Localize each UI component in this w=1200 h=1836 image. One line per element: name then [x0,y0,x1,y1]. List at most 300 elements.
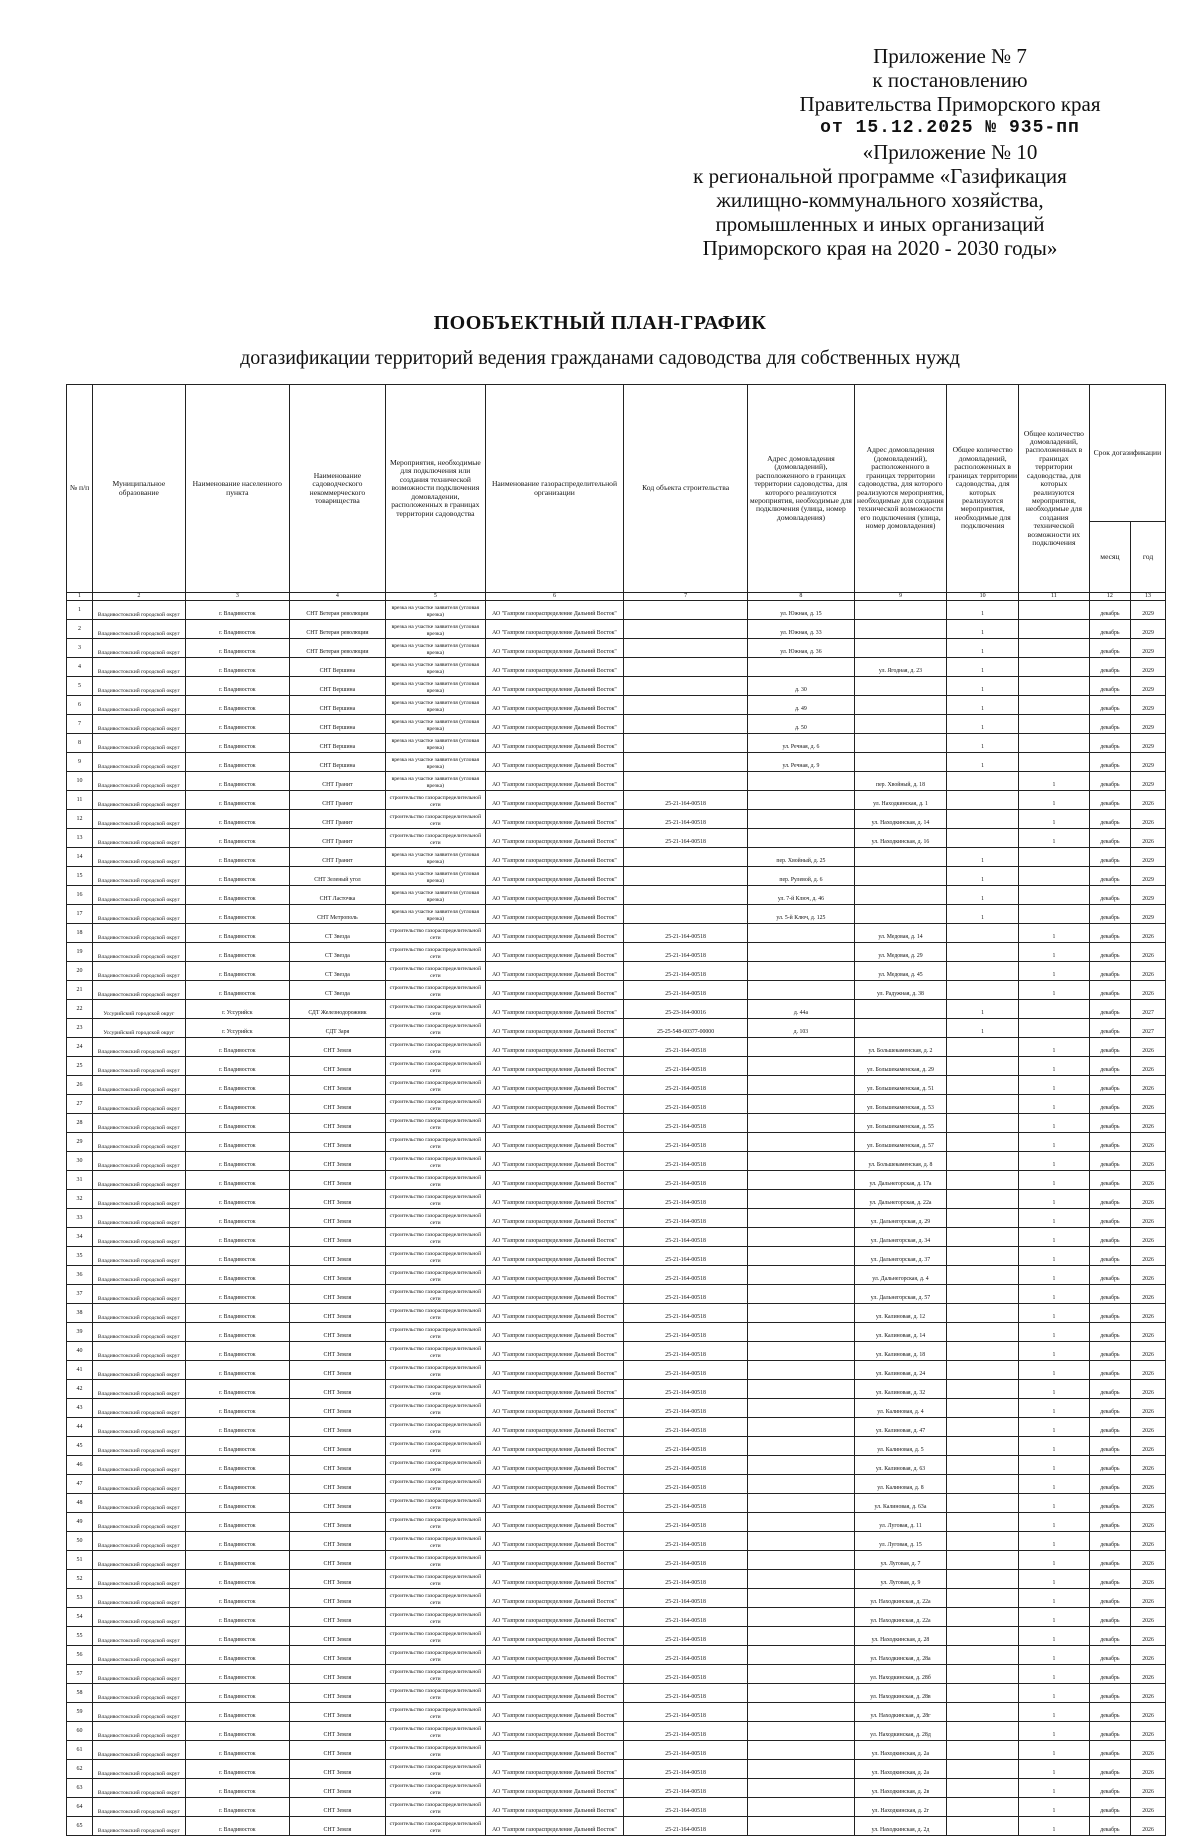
table-cell: 25-21-164-00518 [624,1551,748,1570]
table-cell: АО "Газпром газораспределение Дальний Восток" [485,1304,623,1323]
table-cell: 25-21-164-00518 [624,1703,748,1722]
table-cell: врезка на участке заявителя (угловая врезка) [385,886,485,905]
appendix-line-2: к постановлению [872,68,1028,92]
table-cell: ул. Медовая, д. 45 [854,962,946,981]
table-cell: 32 [67,1190,93,1209]
table-cell: ул. Дальнегорская, д. 17а [854,1171,946,1190]
table-cell: 2026 [1131,1266,1166,1285]
table-cell: 2026 [1131,1551,1166,1570]
table-cell [854,696,946,715]
table-cell: 25-21-164-00518 [624,1304,748,1323]
table-cell: г. Владивосток [185,1798,289,1817]
table-cell: СТ Звезда [290,943,386,962]
program-appendix-line-3: жилищно-коммунального хозяйства, [716,188,1044,212]
table-cell: 1 [1019,1722,1090,1741]
table-row [67,1057,1166,1076]
table-cell: АО "Газпром газораспределение Дальний Восток" [485,1114,623,1133]
column-number: 6 [485,593,623,601]
table-row [67,981,1166,1000]
table-cell: 61 [67,1741,93,1760]
resolution-date: от 15.12.2025 № 935-пп [820,118,1080,138]
table-cell: 1 [67,601,93,620]
table-cell: СНТ Земля [290,1646,386,1665]
table-row [67,1361,1166,1380]
table-cell: 2026 [1131,1095,1166,1114]
table-cell: 25-21-164-00518 [624,1076,748,1095]
table-cell: г. Владивосток [185,791,289,810]
table-cell: 56 [67,1646,93,1665]
table-cell: декабрь [1089,981,1130,1000]
table-cell: г. Владивосток [185,601,289,620]
table-row [67,1304,1166,1323]
table-cell: СТ Звезда [290,924,386,943]
table-cell: СНТ Земля [290,1342,386,1361]
table-cell: г. Владивосток [185,1684,289,1703]
table-cell [947,1532,1019,1551]
table-cell [854,753,946,772]
table-cell: 58 [67,1684,93,1703]
table-cell [1019,848,1090,867]
table-cell [748,1285,855,1304]
table-cell: 2026 [1131,1627,1166,1646]
table-cell: д. 49 [748,696,855,715]
table-cell: ул. Калиновая, д. 63 [854,1456,946,1475]
table-cell: Владивостокский городской округ [93,1304,185,1323]
table-cell: декабрь [1089,1741,1130,1760]
table-cell: АО "Газпром газораспределение Дальний Восток" [485,1703,623,1722]
table-cell: АО "Газпром газораспределение Дальний Восток" [485,791,623,810]
table-cell: ул. Дальнегорская, д. 57 [854,1285,946,1304]
table-cell: 37 [67,1285,93,1304]
table-cell: 2026 [1131,1760,1166,1779]
table-cell: СНТ Земля [290,1437,386,1456]
table-cell: ул. Калиновая, д. 5 [854,1437,946,1456]
table-cell [748,1228,855,1247]
table-cell: г. Владивосток [185,1551,289,1570]
table-cell [947,1589,1019,1608]
table-cell: 2029 [1131,696,1166,715]
table-cell: 1 [1019,1304,1090,1323]
table-cell: СНТ Земля [290,1817,386,1836]
table-cell: ул. Калиновая, д. 18 [854,1342,946,1361]
table-cell: АО "Газпром газораспределение Дальний Восток" [485,886,623,905]
table-cell: декабрь [1089,829,1130,848]
table-row [67,1703,1166,1722]
table-cell [748,1342,855,1361]
program-appendix-line-2: к региональной программе «Газификация [693,164,1067,188]
table-cell: СНТ Земля [290,1532,386,1551]
table-cell [624,696,748,715]
table-cell: Владивостокский городской округ [93,886,185,905]
table-cell: 25-21-164-00518 [624,1114,748,1133]
table-cell: 44 [67,1418,93,1437]
table-cell: Владивостокский городской округ [93,1247,185,1266]
table-cell: строительство газораспределительной сети [385,1228,485,1247]
table-cell: 2026 [1131,1589,1166,1608]
table-cell: Владивостокский городской округ [93,1456,185,1475]
table-cell: 45 [67,1437,93,1456]
table-cell: 2026 [1131,1665,1166,1684]
table-cell: 3 [67,639,93,658]
table-cell [854,715,946,734]
table-cell: декабрь [1089,734,1130,753]
program-appendix-line-1: «Приложение № 10 [862,140,1038,164]
table-header-row [67,385,1166,522]
table-cell: г. Владивосток [185,1722,289,1741]
table-cell: 13 [67,829,93,848]
table-cell: ул. Находкинская, д. 28 [854,1627,946,1646]
table-cell: СНТ Земля [290,1418,386,1437]
table-cell: 25-21-164-00518 [624,1418,748,1437]
table-cell: декабрь [1089,1228,1130,1247]
table-cell: ул. Большекаменская, д. 29 [854,1057,946,1076]
table-cell: СНТ Вершина [290,753,386,772]
table-cell: г. Владивосток [185,772,289,791]
table-cell: СНТ Земля [290,1304,386,1323]
table-cell [1019,639,1090,658]
table-cell [624,658,748,677]
table-cell: СНТ Земля [290,1076,386,1095]
table-cell: г. Владивосток [185,696,289,715]
table-cell: декабрь [1089,1209,1130,1228]
column-number: 10 [947,593,1019,601]
table-cell [854,639,946,658]
table-cell [947,1646,1019,1665]
table-cell: АО "Газпром газораспределение Дальний Восток" [485,1646,623,1665]
table-cell [947,1456,1019,1475]
column-number: 9 [854,593,946,601]
table-cell: ул. Дальнегорская, д. 37 [854,1247,946,1266]
program-appendix-line-4: промышленных и иных организаций [715,212,1045,236]
table-cell: 4 [67,658,93,677]
table-cell [748,1133,855,1152]
table-cell: 2026 [1131,1798,1166,1817]
table-cell: строительство газораспределительной сети [385,1494,485,1513]
table-cell: декабрь [1089,1399,1130,1418]
table-cell: СНТ Земля [290,1703,386,1722]
table-cell: ул. Калиновая, д. 32 [854,1380,946,1399]
table-cell: врезка на участке заявителя (угловая врезка) [385,867,485,886]
table-cell: декабрь [1089,1532,1130,1551]
table-cell: 2026 [1131,1494,1166,1513]
table-cell [947,1152,1019,1171]
table-cell [947,1323,1019,1342]
table-cell: 1 [947,1000,1019,1019]
table-cell: декабрь [1089,1437,1130,1456]
table-cell: 16 [67,886,93,905]
table-cell [748,1247,855,1266]
table-row [67,886,1166,905]
table-cell: 1 [1019,1760,1090,1779]
table-cell: г. Владивосток [185,1646,289,1665]
table-cell: 1 [1019,1475,1090,1494]
table-cell: АО "Газпром газораспределение Дальний Восток" [485,1570,623,1589]
table-row [67,1095,1166,1114]
table-cell: СНТ Земля [290,1361,386,1380]
table-cell: строительство газораспределительной сети [385,1589,485,1608]
table-cell: врезка на участке заявителя (угловая врезка) [385,677,485,696]
col-header-object-code: Код объекта строительства [624,385,748,593]
table-cell: декабрь [1089,1513,1130,1532]
table-cell: СНТ Земля [290,1133,386,1152]
table-cell: 2026 [1131,1247,1166,1266]
table-cell: ул. Дальнегорская, д. 22а [854,1190,946,1209]
table-cell [624,677,748,696]
table-cell: Владивостокский городской округ [93,715,185,734]
table-cell [1019,1019,1090,1038]
table-cell: СНТ Вершина [290,715,386,734]
table-cell: АО "Газпром газораспределение Дальний Восток" [485,1722,623,1741]
table-cell: строительство газораспределительной сети [385,1076,485,1095]
table-cell: Владивостокский городской округ [93,962,185,981]
col-header-gas-org: Наименование газораспределительной организации [485,385,623,593]
table-cell [1019,1000,1090,1019]
table-cell: АО "Газпром газораспределение Дальний Восток" [485,1057,623,1076]
table-cell: г. Владивосток [185,924,289,943]
appendix-line-1: Приложение № 7 [873,44,1027,68]
table-cell: Владивостокский городской округ [93,753,185,772]
table-cell: 1 [1019,1817,1090,1836]
table-row [67,791,1166,810]
table-cell [1019,734,1090,753]
table-cell: 25-21-164-00518 [624,1247,748,1266]
table-cell [624,905,748,924]
table-cell [748,1703,855,1722]
table-cell: 2 [67,620,93,639]
table-cell: г. Владивосток [185,829,289,848]
table-cell: АО "Газпром газораспределение Дальний Восток" [485,1418,623,1437]
table-cell: АО "Газпром газораспределение Дальний Восток" [485,943,623,962]
table-cell: врезка на участке заявителя (угловая врезка) [385,639,485,658]
table-cell [854,601,946,620]
table-cell: 34 [67,1228,93,1247]
table-cell [748,1760,855,1779]
table-cell: 1 [1019,1095,1090,1114]
appendix-header [693,44,1180,260]
table-cell: г. Владивосток [185,943,289,962]
table-cell: 1 [1019,924,1090,943]
table-cell: 15 [67,867,93,886]
table-cell: строительство газораспределительной сети [385,1000,485,1019]
table-row [67,1076,1166,1095]
table-cell: г. Владивосток [185,677,289,696]
table-cell: декабрь [1089,1133,1130,1152]
table-cell: 1 [1019,1114,1090,1133]
table-row [67,1437,1166,1456]
table-cell [748,1266,855,1285]
table-cell: 2027 [1131,1000,1166,1019]
table-cell: 1 [947,734,1019,753]
table-cell: АО "Газпром газораспределение Дальний Восток" [485,1380,623,1399]
column-number: 2 [93,593,185,601]
column-number: 4 [290,593,386,601]
table-cell: 25-21-164-00518 [624,1570,748,1589]
table-cell: 1 [1019,1513,1090,1532]
table-cell: 25-21-164-00518 [624,1722,748,1741]
table-row [67,1399,1166,1418]
table-cell [748,1817,855,1836]
table-cell [1019,620,1090,639]
table-cell: 25-21-164-00518 [624,1190,748,1209]
table-cell: декабрь [1089,1779,1130,1798]
table-cell: ул. Калиновая, д. 12 [854,1304,946,1323]
table-cell: декабрь [1089,848,1130,867]
table-cell: 1 [1019,1418,1090,1437]
table-cell: 2027 [1131,1019,1166,1038]
table-cell: строительство газораспределительной сети [385,1779,485,1798]
table-cell: Владивостокский городской округ [93,1437,185,1456]
table-cell: АО "Газпром газораспределение Дальний Восток" [485,1513,623,1532]
table-cell [947,1133,1019,1152]
table-cell [854,1000,946,1019]
table-cell: строительство газораспределительной сети [385,943,485,962]
column-number: 5 [385,593,485,601]
table-cell: 2026 [1131,1817,1166,1836]
table-cell: 2026 [1131,1323,1166,1342]
table-cell: строительство газораспределительной сети [385,1418,485,1437]
table-cell: СНТ Земля [290,1627,386,1646]
table-cell: 60 [67,1722,93,1741]
table-cell [748,1665,855,1684]
table-cell: декабрь [1089,1494,1130,1513]
table-cell: 1 [1019,943,1090,962]
table-cell: 25-21-164-00518 [624,1380,748,1399]
table-cell: СНТ Земля [290,1779,386,1798]
table-cell: СНТ Ласточка [290,886,386,905]
table-cell: 1 [1019,1665,1090,1684]
table-cell: Владивостокский городской округ [93,1152,185,1171]
table-cell: декабрь [1089,639,1130,658]
table-cell: АО "Газпром газораспределение Дальний Восток" [485,1000,623,1019]
table-cell: 25-21-164-00518 [624,1532,748,1551]
table-cell: строительство газораспределительной сети [385,1532,485,1551]
table-cell: 25-21-164-00518 [624,924,748,943]
table-cell: декабрь [1089,1171,1130,1190]
table-cell: 25-21-164-00518 [624,791,748,810]
table-cell: ул. Южная, д. 15 [748,601,855,620]
table-cell: декабрь [1089,1627,1130,1646]
table-cell: АО "Газпром газораспределение Дальний Восток" [485,905,623,924]
column-number-row [67,593,1166,601]
table-cell: декабрь [1089,1684,1130,1703]
table-cell: АО "Газпром газораспределение Дальний Восток" [485,1532,623,1551]
table-cell: строительство газораспределительной сети [385,1361,485,1380]
table-cell: 21 [67,981,93,1000]
table-cell: 1 [1019,1627,1090,1646]
table-cell: ул. Южная, д. 36 [748,639,855,658]
table-cell: ул. Находкинская, д. 22а [854,1589,946,1608]
table-cell: декабрь [1089,1247,1130,1266]
table-row [67,1608,1166,1627]
table-cell: СНТ Земля [290,1494,386,1513]
table-cell: Владивостокский городской округ [93,772,185,791]
table-cell: 53 [67,1589,93,1608]
table-cell: ул. Большекаменская, д. 57 [854,1133,946,1152]
table-cell: 1 [1019,1798,1090,1817]
table-cell: декабрь [1089,1323,1130,1342]
table-cell: 25-23-164-00016 [624,1000,748,1019]
table-cell: 8 [67,734,93,753]
table-cell [1019,905,1090,924]
table-cell: СНТ Вершина [290,658,386,677]
table-cell: 54 [67,1608,93,1627]
table-cell: Владивостокский городской округ [93,1665,185,1684]
table-cell [748,791,855,810]
table-cell: 11 [67,791,93,810]
table-cell: АО "Газпром газораспределение Дальний Восток" [485,1817,623,1836]
table-cell: декабрь [1089,1285,1130,1304]
table-cell [624,753,748,772]
table-cell [624,715,748,734]
table-row [67,658,1166,677]
table-cell: ул. Большекаменская, д. 8 [854,1152,946,1171]
table-cell: 33 [67,1209,93,1228]
table-cell: 30 [67,1152,93,1171]
table-row [67,1779,1166,1798]
table-cell: ул. Находкинская, д. 22а [854,1608,946,1627]
table-cell [748,1627,855,1646]
table-cell: 31 [67,1171,93,1190]
table-cell: 1 [947,867,1019,886]
table-cell: ул. Луговая, д. 11 [854,1513,946,1532]
table-cell: декабрь [1089,1076,1130,1095]
table-cell: 25-21-164-00518 [624,981,748,1000]
table-row [67,1418,1166,1437]
table-cell: АО "Газпром газораспределение Дальний Восток" [485,1095,623,1114]
table-cell: 2026 [1131,810,1166,829]
table-cell: ул. Большекаменская, д. 51 [854,1076,946,1095]
table-row [67,943,1166,962]
table-row [67,696,1166,715]
table-cell [947,1437,1019,1456]
table-cell: АО "Газпром газораспределение Дальний Восток" [485,1608,623,1627]
table-cell: 1 [947,620,1019,639]
table-cell [748,1361,855,1380]
table-cell: строительство газораспределительной сети [385,1114,485,1133]
table-row [67,1475,1166,1494]
table-cell: АО "Газпром газораспределение Дальний Восток" [485,924,623,943]
table-cell: декабрь [1089,1722,1130,1741]
table-row [67,962,1166,981]
table-cell: 1 [1019,962,1090,981]
table-row [67,715,1166,734]
appendix-line-3: Правительства Приморского края [799,92,1101,116]
table-cell: Владивостокский городской округ [93,924,185,943]
table-cell: 19 [67,943,93,962]
table-cell: Владивостокский городской округ [93,658,185,677]
table-cell: г. Владивосток [185,810,289,829]
table-cell: 1 [1019,1494,1090,1513]
table-cell: 27 [67,1095,93,1114]
table-cell: 1 [1019,1380,1090,1399]
table-cell: 2026 [1131,962,1166,981]
table-cell: Владивостокский городской округ [93,601,185,620]
table-cell: СНТ Земля [290,1114,386,1133]
table-cell: декабрь [1089,886,1130,905]
table-cell: 17 [67,905,93,924]
table-cell: 2026 [1131,1076,1166,1095]
col-header-address-capability: Адрес домовладения (домовладений), расположенного в границах территории садоводства, для которого реализуются мероприятия, необходимые для создания технической возможности его подключения (улица, номер домовладения) [854,385,946,593]
table-cell: д. 44а [748,1000,855,1019]
table-cell: Владивостокский городской округ [93,905,185,924]
table-cell: Владивостокский городской округ [93,1513,185,1532]
table-cell: строительство газораспределительной сети [385,1152,485,1171]
table-cell: АО "Газпром газораспределение Дальний Восток" [485,867,623,886]
table-row [67,620,1166,639]
table-cell: 25-21-164-00518 [624,1133,748,1152]
table-cell: декабрь [1089,810,1130,829]
table-row [67,1760,1166,1779]
